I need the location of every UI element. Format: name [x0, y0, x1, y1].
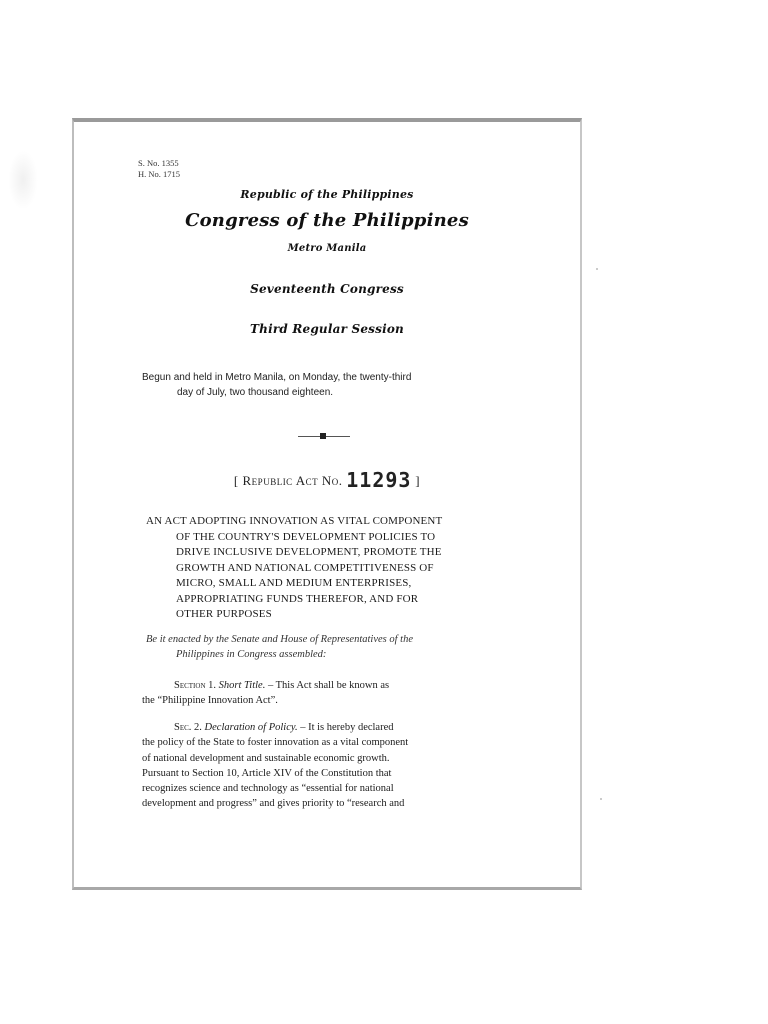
house-bill-number: H. No. 1715 — [138, 169, 181, 179]
begun-line-1: Begun and held in Metro Manila, on Monday, the twenty-third — [142, 372, 412, 383]
section-1-label: Section 1. — [174, 680, 217, 691]
bracket-close: ] — [411, 473, 421, 488]
session-heading: Third Regular Session — [250, 322, 404, 336]
city-heading: Metro Manila — [287, 243, 367, 254]
title-line: GROWTH AND NATIONAL COMPETITIVENESS OF — [176, 561, 434, 574]
divider-square — [320, 433, 326, 439]
scan-speck — [596, 268, 598, 270]
title-line: DRIVE INCLUSIVE DEVELOPMENT, PROMOTE THE — [176, 546, 442, 558]
bracket-open: [ — [233, 473, 243, 488]
senate-bill-number: S. No. 1355 — [138, 158, 179, 168]
section-2-label: Sec. 2. — [174, 722, 202, 733]
section-2-heading: Declaration of Policy. — [204, 722, 298, 733]
congress-heading: Congress of the Philippines — [185, 210, 469, 231]
title-line: MICRO, SMALL AND MEDIUM ENTERPRISES, — [176, 577, 412, 589]
section-2-line: development and progress” and gives priority to “research and — [142, 798, 405, 810]
act-number: 11293 — [346, 468, 412, 492]
section-1-line-1 — [142, 678, 512, 693]
section-1 — [142, 678, 512, 709]
section-2-line: Pursuant to Section 10, Article XIV of the Constitution that — [142, 767, 392, 779]
section-2-line: recognizes science and technology as “essential for national — [142, 783, 394, 795]
document-page — [72, 118, 582, 890]
section-2-text: – It is hereby declared — [297, 722, 394, 733]
enacting-clause — [146, 632, 518, 662]
republic-heading: Republic of the Philippines — [240, 188, 414, 201]
title-line: OTHER PURPOSES — [176, 608, 272, 620]
enacting-line-2: Philippines in Congress assembled: — [176, 649, 327, 660]
scan-speck — [600, 798, 602, 800]
title-line: OF THE COUNTRY'S DEVELOPMENT POLICIES TO — [176, 530, 436, 543]
scan-smudge — [8, 150, 38, 210]
title-line: APPROPRIATING FUNDS THEREFOR, AND FOR — [176, 592, 419, 605]
begun-line-2: day of July, two thousand eighteen. — [177, 387, 334, 398]
republic-act-number — [74, 468, 580, 492]
title-line: AN ACT ADOPTING INNOVATION AS VITAL COMPONENT — [146, 515, 443, 527]
enacting-line-1: Be it enacted by the Senate and House of Representatives of the — [146, 634, 413, 645]
section-1-heading: Short Title. — [218, 680, 266, 691]
ornamental-divider — [298, 432, 350, 442]
congress-number-heading: Seventeenth Congress — [250, 282, 404, 296]
section-2-line-1 — [142, 720, 512, 735]
begun-statement — [142, 370, 514, 400]
section-2-line: the policy of the State to foster innovation as a vital component — [142, 737, 409, 749]
bill-numbers — [138, 158, 180, 180]
section-2-line: of national development and sustainable economic growth. — [142, 752, 390, 764]
act-title — [146, 514, 508, 623]
section-1-text: – This Act shall be known as — [265, 680, 390, 691]
section-2 — [142, 720, 512, 812]
section-1-line-2: the “Philippine Innovation Act”. — [142, 695, 278, 707]
act-label: Republic Act No. — [242, 473, 343, 488]
